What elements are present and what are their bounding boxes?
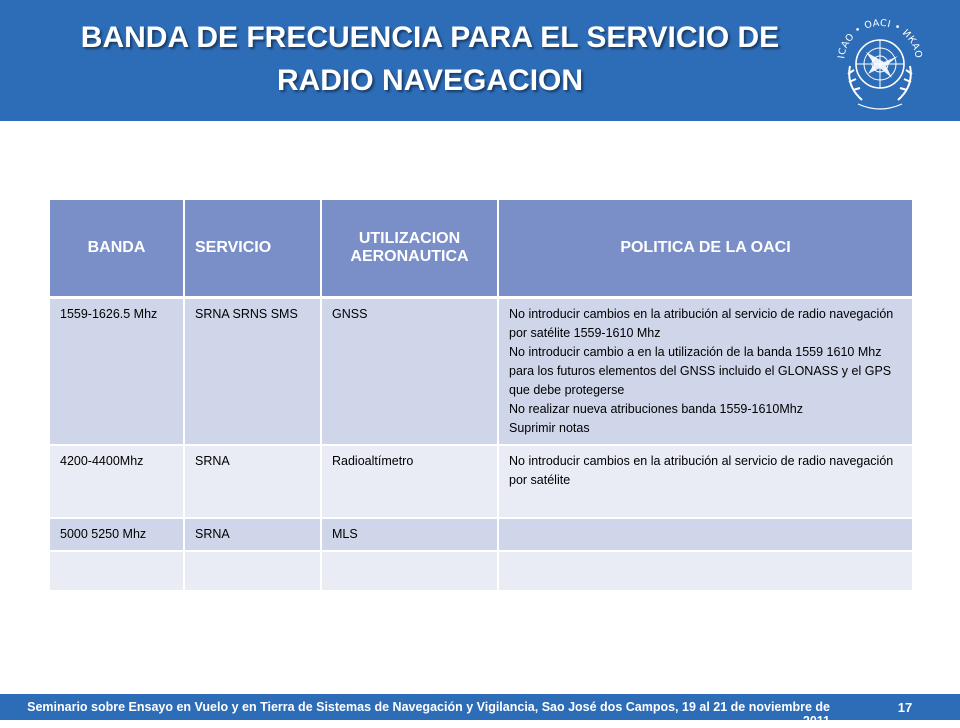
- icao-logo-icon: [822, 4, 938, 120]
- cell-servicio: SRNA SRNS SMS: [184, 298, 321, 446]
- header-utilizacion: UTILIZACION AERONAUTICA: [321, 200, 498, 298]
- title-line-1: BANDA DE FRECUENCIA PARA EL SERVICIO DE: [80, 21, 780, 54]
- cell-politica: [498, 298, 913, 446]
- header-banda: BANDA: [49, 200, 184, 298]
- footer-text: Seminario sobre Ensayo en Vuelo y en Tierra de Sistemas de Navegación y Vigilancia, Sao José dos Campos, 19 al 21 de noviembre de 2011: [27, 700, 830, 728]
- page-title: [40, 16, 820, 102]
- policy-line: No introducir cambios en la atribución al servicio de radio navegación por satélite: [509, 454, 894, 487]
- table-header-row: [49, 200, 913, 298]
- header-politica: POLITICA DE LA OACI: [498, 200, 913, 298]
- table-row: [49, 298, 913, 446]
- policy-line: Suprimir notas: [509, 421, 590, 435]
- cell-empty: [49, 551, 184, 591]
- cell-banda: 4200-4400Mhz: [49, 445, 184, 518]
- logo-lettering: ICAO • OACI • ИКАО: [836, 17, 924, 60]
- cell-politica: [498, 445, 913, 518]
- table-row-empty: [49, 551, 913, 591]
- cell-utilizacion: GNSS: [321, 298, 498, 446]
- frequency-table: [48, 200, 914, 592]
- policy-line: No realizar nueva atribuciones banda 1559-1610Mhz: [509, 402, 803, 416]
- cell-empty: [321, 551, 498, 591]
- cell-empty: [498, 551, 913, 591]
- title-line-2: RADIO NAVEGACION: [276, 64, 584, 97]
- page-number: 17: [897, 700, 913, 715]
- cell-banda: 1559-1626.5 Mhz: [49, 298, 184, 446]
- cell-empty: [184, 551, 321, 591]
- policy-line: No introducir cambio a en la utilización de la banda 1559 1610 Mhz para los futuros elementos del GNSS incluido el GLONASS y el GPS que debe protegerse: [509, 345, 892, 397]
- policy-line: No introducir cambios en la atribución al servicio de radio navegación por satélite 1559-1610 Mhz: [509, 307, 894, 340]
- cell-politica: [498, 518, 913, 551]
- cell-servicio: SRNA: [184, 518, 321, 551]
- cell-banda: 5000 5250 Mhz: [49, 518, 184, 551]
- title-bar: [0, 0, 960, 121]
- table-row: [49, 518, 913, 551]
- footer-bar: [0, 694, 960, 728]
- cell-utilizacion: Radioaltímetro: [321, 445, 498, 518]
- table-row: [49, 445, 913, 518]
- header-servicio: SERVICIO: [184, 200, 321, 298]
- cell-servicio: SRNA: [184, 445, 321, 518]
- cell-utilizacion: MLS: [321, 518, 498, 551]
